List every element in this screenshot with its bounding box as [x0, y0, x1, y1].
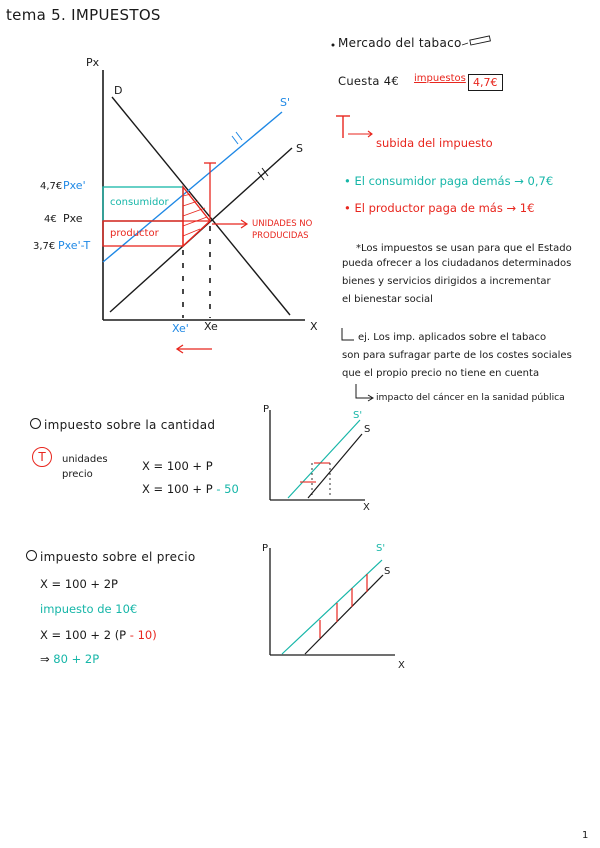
price-word: precio	[62, 469, 93, 480]
qg-y-label: P	[263, 404, 270, 415]
note-para2-line1: ej. Los imp. aplicados sobre el tabaco	[358, 332, 547, 343]
pg-y-label: P	[262, 543, 269, 554]
producer-pays: • El productor paga de más → 1€	[344, 201, 535, 215]
supply-label: S	[296, 142, 303, 155]
page-title: tema 5. IMPUESTOS	[6, 6, 161, 24]
units-not-produced-note: UNIDADES NO PRODUCIDAS	[252, 219, 313, 241]
qty-tax-graph	[270, 410, 365, 500]
price-value-2: 4€	[44, 214, 57, 225]
x-axis-label: X	[310, 320, 318, 333]
price-tax-heading: impuesto sobre el precio	[26, 550, 196, 564]
price-tax-graph	[270, 548, 395, 655]
cost-label: Cuesta 4€	[338, 74, 399, 88]
price-symbol-3: Pxe'-T	[58, 239, 91, 252]
tax-price-box: 4,7€	[468, 74, 503, 91]
price-tax-line: impuesto de 10€	[40, 602, 138, 616]
consumer-label: consumidor	[110, 197, 169, 208]
note-para1-line1: *Los impuestos se usan para que el Estado	[356, 243, 572, 254]
qg-supply-tax-label: S'	[353, 410, 363, 421]
supply-tax-label: S'	[280, 96, 291, 109]
price-symbol-1: Pxe'	[63, 179, 86, 192]
units-word: unidades	[62, 454, 108, 465]
cigarette-icon	[462, 36, 490, 45]
page-number: 1	[582, 830, 589, 841]
qg-supply-label: S	[364, 424, 371, 435]
pg-x-label: X	[398, 660, 405, 671]
tax-word: impuestos	[414, 73, 466, 84]
qty-eq1: X = 100 + P	[142, 459, 213, 473]
producer-label: productor	[110, 228, 159, 239]
price-result: ⇒ 80 + 2P	[40, 652, 100, 666]
note-para2-line3: que el propio precio no tiene en cuenta	[342, 368, 540, 379]
consumer-pays: • El consumidor paga demás → 0,7€	[344, 174, 554, 188]
qg-x-label: X	[363, 502, 370, 513]
price-value-1: 4,7€	[40, 181, 63, 192]
note-para1-line4: el bienestar social	[342, 294, 433, 305]
deadweight-triangle	[183, 187, 210, 246]
t-circled-icon: T	[32, 446, 52, 467]
x-eq-label: Xe	[204, 320, 218, 333]
qty-tax-heading: impuesto sobre la cantidad	[30, 418, 215, 432]
price-value-3: 3,7€	[33, 241, 56, 252]
price-symbol-2: Pxe	[63, 212, 83, 225]
price-eq2: X = 100 + 2 (P - 10)	[40, 628, 157, 642]
pg-supply-tax-label: S'	[376, 543, 386, 554]
demand-label: D	[114, 84, 123, 97]
note-para2-line2: son para sufragar parte de los costes sociales	[342, 350, 572, 361]
tobacco-heading: Mercado del tabaco	[338, 36, 462, 50]
y-axis-label: Px	[86, 56, 100, 69]
note-para1-line3: bienes y servicios dirigidos a incrementar	[342, 276, 551, 287]
note-para2-arrow: impacto del cáncer en la sanidad pública	[376, 392, 565, 403]
pg-supply-label: S	[384, 566, 391, 577]
x-new-label: Xe'	[172, 322, 189, 335]
note-para1-line2: pueda ofrecer a los ciudadanos determinados	[342, 258, 572, 269]
price-eq1: X = 100 + 2P	[40, 577, 118, 591]
qty-eq2: X = 100 + P - 50	[142, 482, 239, 496]
t-meaning: subida del impuesto	[376, 136, 493, 150]
